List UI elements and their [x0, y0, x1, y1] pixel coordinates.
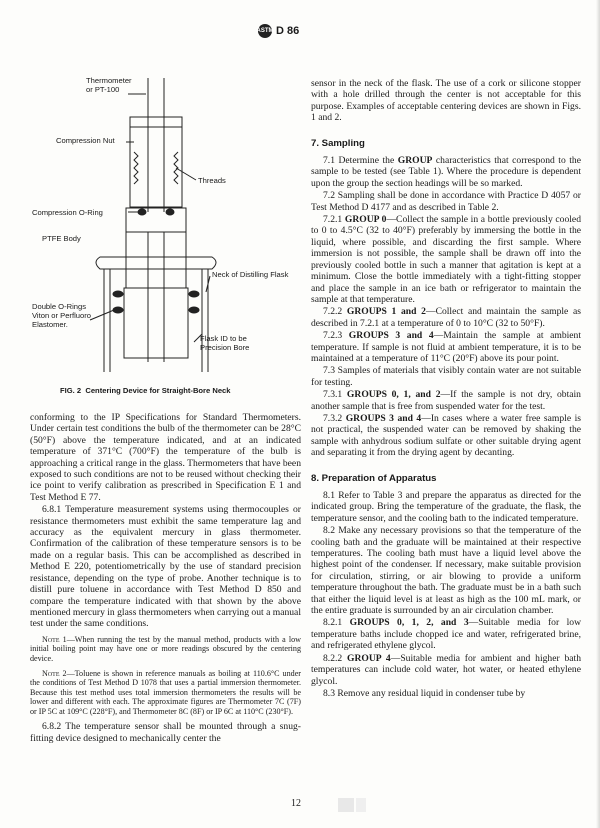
figure-caption [60, 386, 231, 395]
note-1-text: —When running the test by the manual method, products with a low initial boiling point may have one or more readings obscured by the centering device. [30, 634, 301, 663]
centering-device-drawing [30, 72, 310, 392]
paragraph-8-3: 8.3 Remove any residual liquid in condenser tube by [323, 687, 526, 699]
paragraph: conforming to the IP Specifications for Standard Thermometers. Under certain test conditions the bulb of the thermometer can be 28°C (50°F) above the temperature indicated, and at an indicated temperature of 371°C (700°F) the temperature of the bulb is approaching a critical range in the glass. Thermometers that have been exposed to such conditions are not to be reused without checking their ice point to verify calibration as prescribed in Specification E 1 and Test Method E 77. [30, 412, 301, 503]
paragraph-8-2-1 [311, 617, 581, 651]
note-2-label: Note 2 [42, 668, 67, 678]
paragraph-7-3: 7.3 Samples of materials that visibly contain water are not suitable for testing. [311, 365, 581, 388]
page-number: 12 [291, 798, 301, 809]
paragraph-6-8-1: 6.8.1 Temperature measurement systems using thermocouples or resistance thermometers must exhibit the same temperature lag and accuracy as the equivalent mercury in glass thermometer. Confirmation of the calibration of these temperature sensors is to be made on a regular basis. This can be accomplished as described in Method E 220, potentiometrically by the use of standard precision resistance, depending on the type of probe. Another technique is to distill pure toluene in accordance with Test Method D 850 and compare the temperature indicated with that shown by the above mentioned mercury in glass thermometers when carrying out a manual test under the same conditions. [30, 504, 301, 630]
scan-artifact [338, 798, 354, 812]
standard-designation: D 86 [276, 25, 300, 37]
paragraph-8-1: 8.1 Refer to Table 3 and prepare the apparatus as directed for the indicated group. Bring the temperature of the graduate, the flask, the temperature sensor, and the cooling bath to the indicated temperature. [311, 490, 581, 524]
section-heading-7: 7. Sampling [311, 137, 365, 149]
figure-caption-text: Centering Device for Straight-Bore Neck [85, 386, 231, 395]
figure-caption-label: FIG. 2 [60, 386, 82, 395]
paragraph-7-2: 7.2 Sampling shall be done in accordance with Practice D 4057 or Test Method D 4177 and as described in Table 2. [311, 190, 581, 213]
astm-logo-icon: ASTM [258, 24, 272, 38]
paragraph-7-2-1 [311, 214, 581, 305]
section-number: 8.2.1 [323, 617, 350, 629]
scan-artifact [356, 798, 366, 812]
text: —Collect and maintain the sample as described in 7.2.1 at a temperature of 0 to 10°C (32 to 50°F). [311, 306, 581, 329]
section-number: 7.3.2 [323, 412, 346, 424]
text: characteristics that correspond to the sample to be tested (see Table 1). Where the procedure is dependent upon the group the section headings will be so marked. [311, 155, 581, 189]
paragraph-7-2-2 [311, 306, 581, 329]
group-label: GROUP 0 [344, 214, 387, 226]
note-2 [30, 669, 301, 717]
group-label: GROUPS 3 and 4 [348, 330, 434, 342]
paragraph-7-3-2 [311, 413, 581, 459]
text: —Maintain the sample at ambient temperature. If sample is not fluid at ambient temperature, it is to be maintained at a temperature of 11°C (20°F) above its pour point. [311, 330, 581, 364]
label-ptfe-body: PTFE Body [42, 234, 81, 243]
label-thermometer: Thermometer or PT-100 [86, 76, 132, 94]
text: —If the sample is not dry, obtain another sample that is free from suspended water for the test. [311, 389, 581, 412]
group-label: GROUPS 0, 1, and 2 [346, 389, 441, 401]
paragraph-7-1 [311, 155, 581, 189]
left-column [30, 412, 301, 744]
label-threads: Threads [198, 176, 226, 185]
text: —Suitable media for ambient and higher bath temperatures can include cold water, hot water, or heated ethylene glycol. [311, 652, 581, 687]
text: 7.1 Determine the [323, 155, 398, 167]
page-header [258, 24, 299, 38]
text: —In cases where a water free sample is not practical, the suspended water can be removed by shaking the sample with anhydrous sodium sulfate or other suitable drying agent and separating it from the drying agent by decanting. [311, 412, 581, 459]
label-flask-id: Flask ID to be Precision Bore [200, 334, 250, 352]
figure-2 [30, 72, 310, 392]
section-number: 7.3.1 [323, 389, 347, 401]
page-edge-shadow [596, 0, 600, 828]
label-neck-of-flask: Neck of Distilling Flask [212, 270, 289, 279]
bold-text: GROUP [397, 155, 433, 167]
group-label: GROUPS 3 and 4 [345, 412, 422, 424]
label-compression-oring: Compression O-Ring [32, 208, 103, 217]
section-heading-8: 8. Preparation of Apparatus [311, 472, 437, 484]
section-number: 7.2.1 [323, 214, 345, 226]
paragraph-continued: sensor in the neck of the flask. The use of a cork or silicone stopper with a hole drilled through the center is not acceptable for this purpose. Examples of acceptable centering devices are shown in Figs. 1 and 2. [311, 78, 581, 124]
section-number: 8.2.2 [323, 652, 347, 664]
note-1 [30, 635, 301, 664]
paragraph-8-2-2 [311, 653, 581, 687]
paragraph-7-3-1 [311, 389, 581, 412]
label-double-orings: Double O-Rings Viton or Perfluoro Elastomer. [32, 302, 91, 329]
section-number: 7.2.2 [323, 306, 347, 318]
paragraph-6-8-2: 6.8.2 The temperature sensor shall be mounted through a snug-fitting device designed to mechanically center the [30, 721, 301, 744]
section-number: 7.2.3 [323, 330, 349, 342]
note-1-label: Note 1 [42, 634, 67, 644]
right-column [311, 78, 581, 699]
note-2-text: —Toluene is shown in reference manuals as boiling at 110.6°C under the conditions of Test Method D 1078 that uses a partial immersion thermometer. Because this test method uses total immersion thermometers the results will be lower and different with each. The approximate figures are Thermometer 7C (7F) or IP 5C at 109°C (228°F), and Thermometer 8C (8F) or IP 6C at 110°C (230°F). [30, 668, 301, 716]
paragraph-7-2-3 [311, 330, 581, 364]
group-label: GROUPS 0, 1, 2, and 3 [349, 617, 469, 629]
group-label: GROUPS 1 and 2 [346, 306, 426, 318]
text: —Suitable media for low temperature baths include chopped ice and water, refrigerated brine, and refrigerated ethylene glycol. [311, 617, 581, 652]
label-compression-nut: Compression Nut [56, 136, 115, 145]
group-label: GROUP 4 [347, 652, 391, 664]
text: —Collect the sample in a bottle previously cooled to 0 to 4.5°C (32 to 40°F) preferably by immersing the bottle in the liquid, where possible, and discarding the first sample. Where immersion is not possible, the sample shall be drawn off into the previously cooled bottle in such a manner that agitation is kept at a minimum. Close the bottle immediately with a tight-fitting stopper and place the sample in an ice bath or refrigerator to maintain the sample at that temperature. [311, 214, 581, 305]
paragraph-8-2: 8.2 Make any necessary provisions so that the temperature of the cooling bath and the graduate will be maintained at their respective temperatures. The cooling bath must have a liquid level above the highest point of the condenser. If necessary, make suitable provision for circulation, stirring, or air blowing to provide a uniform temperature throughout the bath. The graduate must be in a bath such that either the liquid level is at least as high as the 100 mL mark, or the entire graduate is surrounded by an air circulation chamber. [311, 525, 581, 617]
